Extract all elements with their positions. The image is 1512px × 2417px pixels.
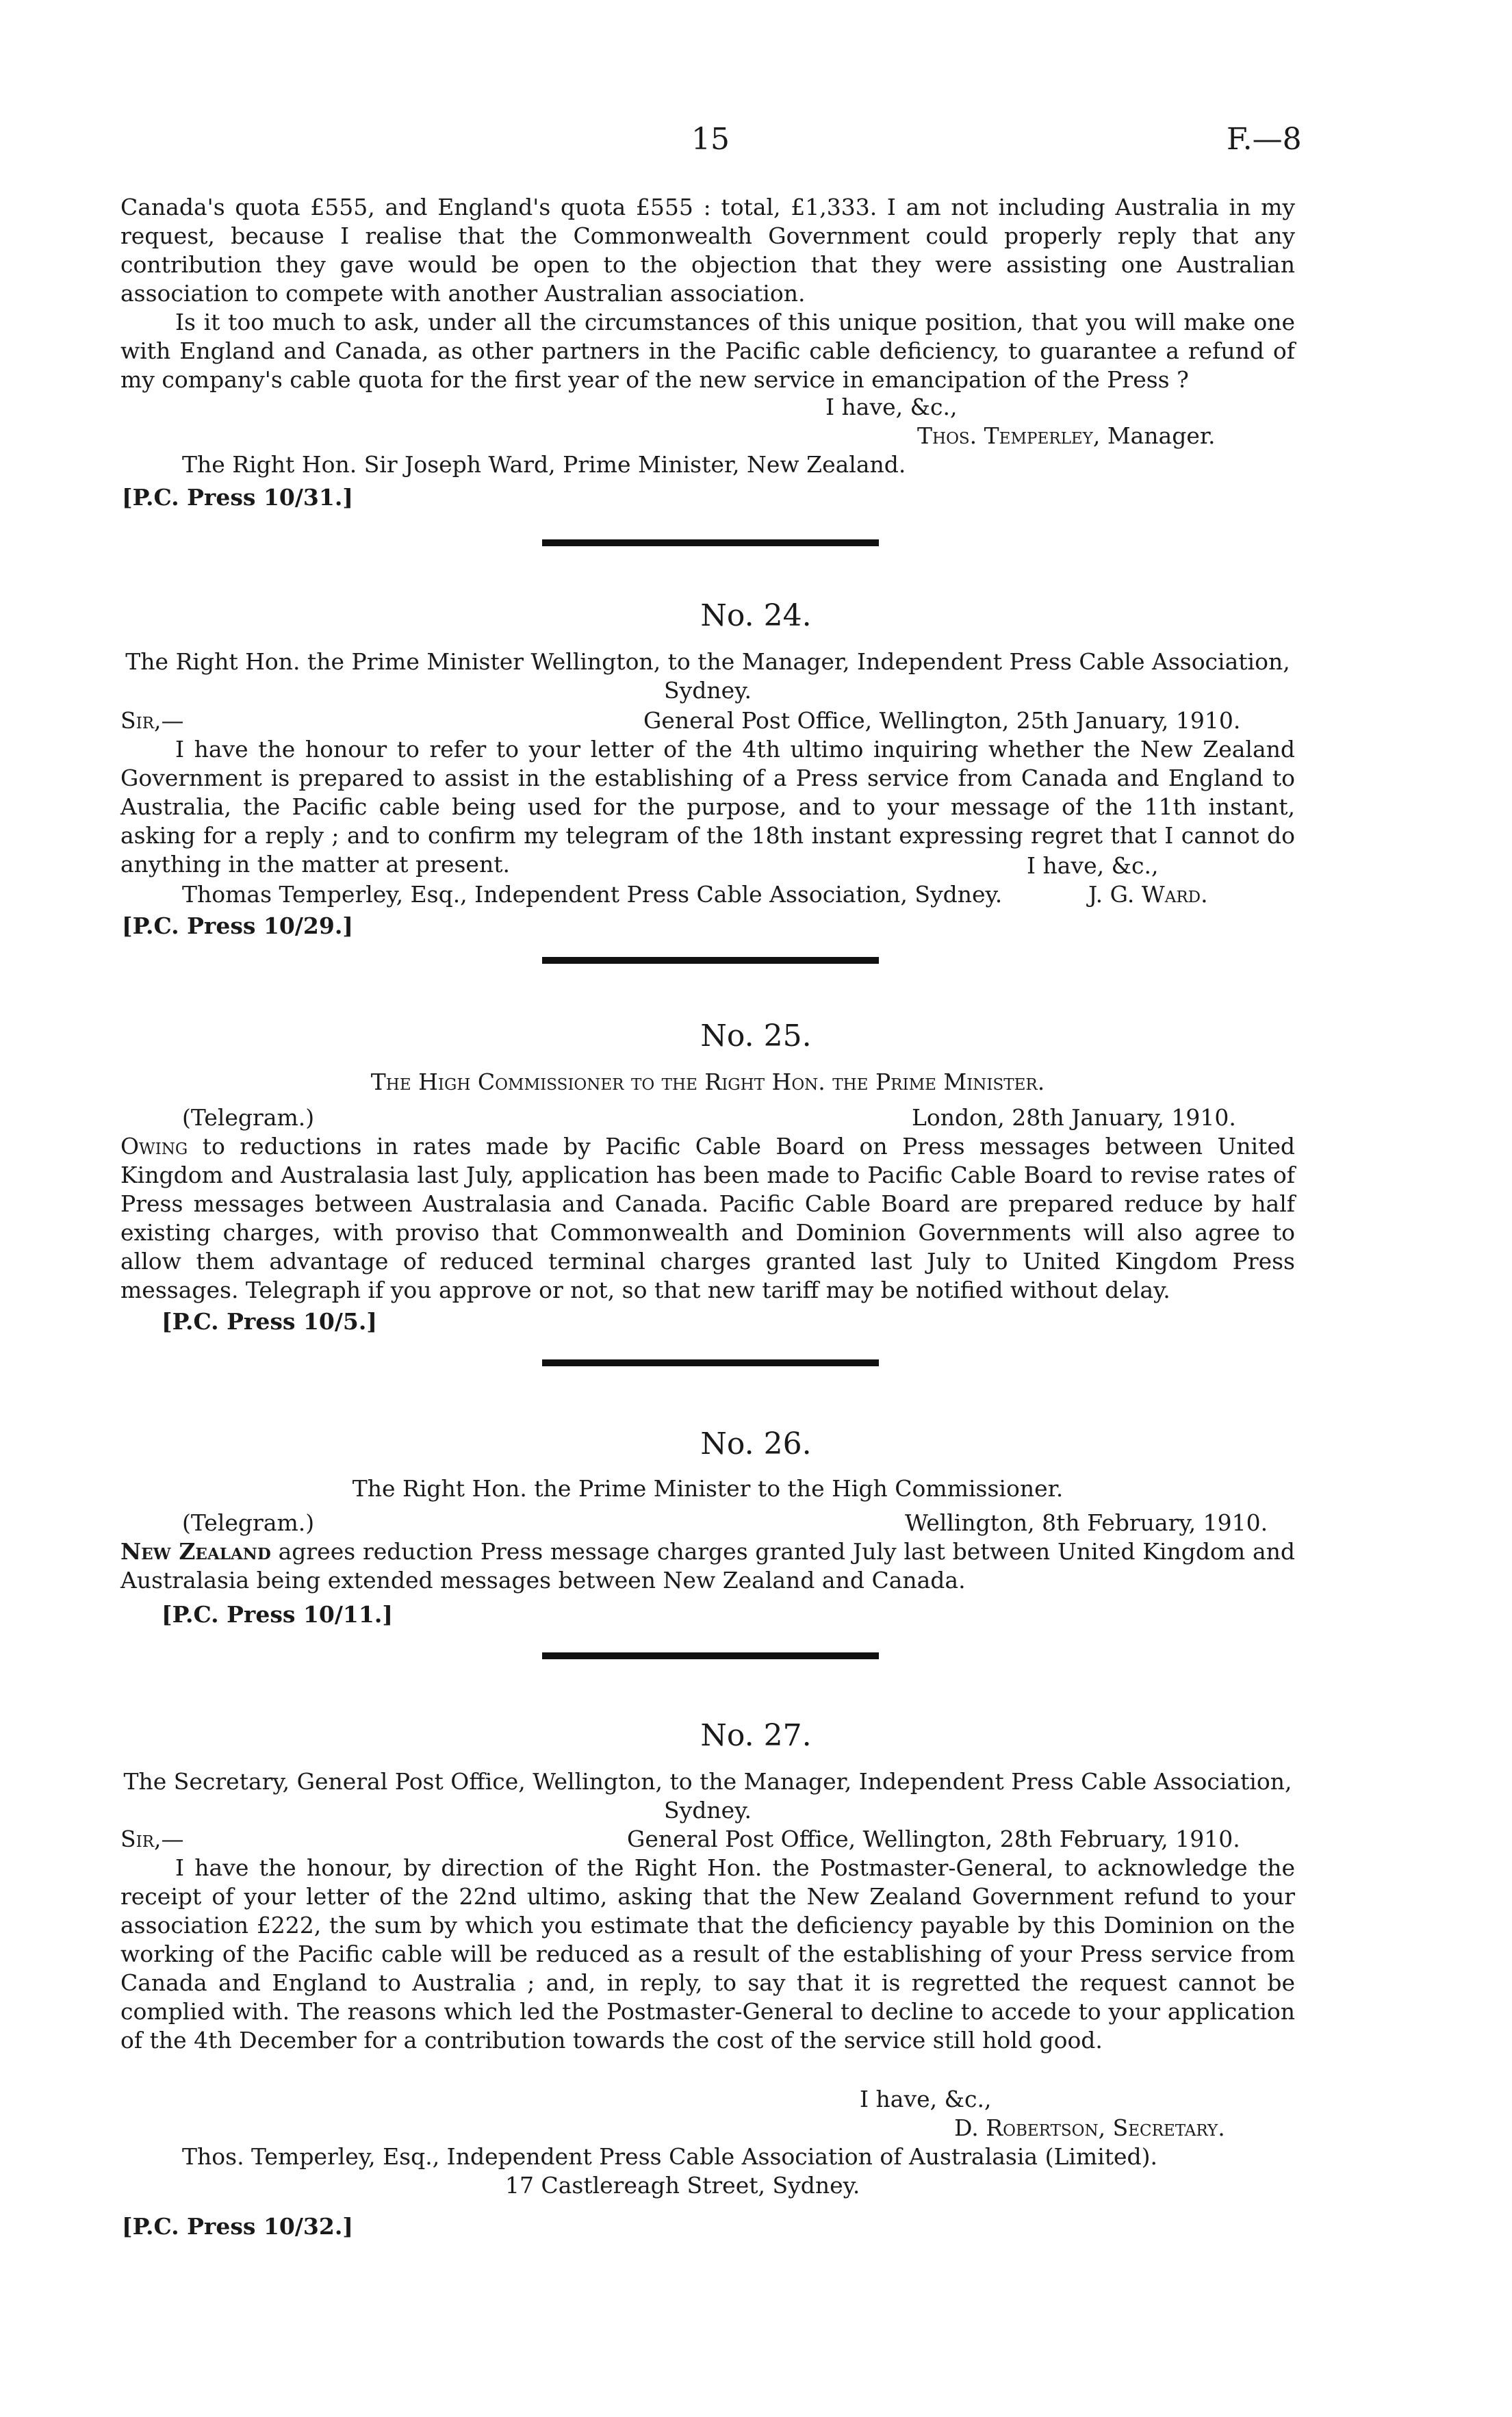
no26-body: agrees reduction Press message charges granted July last between United Kingdom and Australasia being extended messages between New Zealand and Canada. — [120, 1538, 1295, 1594]
document-reference: F.—8 — [1227, 122, 1302, 157]
no27-file-ref: [P.C. Press 10/32.] — [122, 2213, 353, 2240]
no24-body: I have the honour to refer to your letter of the 4th ultimo inquiring whether the New Zealand Government is prepared to assist in the establishing of a Press service from Canada and England to Australia, the Pacific cable being used for the purpose, and to your message of the 11th instant, asking for a reply ; and to confirm my telegram of the 18th instant expressing regret that I cannot do anything in the matter at present. — [120, 736, 1295, 878]
no27-addressee-line1: Thos. Temperley, Esq., Independent Press Cable Association of Australasia (Limited). — [182, 2143, 1158, 2170]
no24-salutation: Sir,— — [120, 707, 184, 734]
no24-addressee: Thomas Temperley, Esq., Independent Press Cable Association, Sydney. — [182, 881, 1003, 908]
no25-body: to reductions in rates made by Pacific Cable Board on Press messages between United Kingdom and Australasia last July, application has been made to Pacific Cable Board to revise rates of Press messages between Australasia and Canada. Pacific Cable Board are prepared reduce by half existing charges, with proviso that Commonwealth and Dominion Governments will also agree to allow them advantage of reduced terminal charges granted last July to United Kingdom Press messages. Telegraph if you approve or not, so that new tariff may be notified without delay. — [120, 1133, 1295, 1303]
intro-closing: I have, &c., — [825, 394, 958, 420]
no25-telegram — [120, 1132, 1295, 1305]
no26-file-ref: [P.C. Press 10/11.] — [162, 1601, 393, 1628]
no27-closing: I have, &c., — [860, 2086, 992, 2112]
no26-body-paragraph — [120, 1537, 1295, 1595]
section-divider — [542, 1652, 879, 1659]
no27-addressee-line2: 17 Castlereagh Street, Sydney. — [505, 2172, 860, 2199]
intro-signature-name: Thos. Temperley, — [917, 422, 1101, 449]
no26-dateline: Wellington, 8th February, 1910. — [905, 1509, 1268, 1536]
no26-lead-word: New Zealand — [120, 1538, 271, 1565]
no24-signature: J. G. Ward. — [1088, 881, 1208, 908]
no27-dateline: General Post Office, Wellington, 28th February, 1910. — [627, 1826, 1240, 1852]
intro-paragraph-2: Is it too much to ask, under all the circumstances of this unique position, that you will make one with England and Canada, as other partners in the Pacific cable deficiency, to guarantee a refund of my company's cable quota for the first year of the new service in emancipation of the Press ? — [120, 309, 1295, 393]
no27-heading: No. 27. — [700, 1718, 812, 1753]
section-divider — [542, 1359, 879, 1366]
no27-signature: D. Robertson, Secretary. — [954, 2114, 1225, 2141]
section-divider — [542, 539, 879, 546]
no25-lead-word: Owing — [120, 1133, 188, 1160]
no26-address: The Right Hon. the Prime Minister to the High Commissioner. — [352, 1475, 1064, 1502]
no25-address: The High Commissioner to the Right Hon. the Prime Minister. — [370, 1069, 1045, 1095]
no26-type: (Telegram.) — [182, 1509, 315, 1536]
intro-signature — [917, 422, 1216, 450]
no27-body: I have the honour, by direction of the Right Hon. the Postmaster-General, to acknowledge the receipt of your letter of the 22nd ultimo, asking that the New Zealand Government refund to your association £222, the sum by which you estimate that the deficiency payable by this Dominion on the working of the Pacific cable will be reduced as a result of the establishing of your Press service from Canada and England to Australia ; and, in reply, to say that it is regretted the request cannot be complied with. The reasons which led the Postmaster-General to decline to accede to your application of the 4th December for a contribution towards the cost of the service still hold good. — [120, 1854, 1295, 2054]
no27-letter — [120, 1854, 1295, 2055]
no25-file-ref: [P.C. Press 10/5.] — [162, 1308, 377, 1335]
no24-heading: No. 24. — [700, 598, 812, 633]
no24-closing: I have, &c., — [1027, 852, 1159, 879]
intro-signature-title: Manager. — [1107, 422, 1216, 449]
intro-paragraph-1: Canada's quota £555, and England's quota £555 : total, £1,333. I am not including Australia in my request, because I realise that the Commonwealth Government could properly reply that any contribution they gave would be open to the objection that they were assisting one Australian association to compete with another Australian association. — [120, 194, 1295, 307]
no25-heading: No. 25. — [700, 1019, 812, 1053]
no24-address: The Right Hon. the Prime Minister Wellington, to the Manager, Independent Press Cable Association, Sydney. — [125, 648, 1290, 704]
intro-file-ref: [P.C. Press 10/31.] — [122, 484, 353, 511]
no26-telegram — [120, 1537, 1295, 1595]
no25-body-paragraph — [120, 1132, 1295, 1305]
page-number: 15 — [691, 122, 730, 157]
no27-address: The Secretary, General Post Office, Wellington, to the Manager, Independent Press Cable Association, Sydney. — [123, 1768, 1292, 1824]
no25-dateline: London, 28th January, 1910. — [912, 1104, 1236, 1131]
no24-file-ref: [P.C. Press 10/29.] — [122, 912, 353, 939]
no26-heading: No. 26. — [700, 1427, 812, 1461]
no25-type: (Telegram.) — [182, 1104, 315, 1131]
no24-dateline: General Post Office, Wellington, 25th January, 1910. — [643, 707, 1241, 734]
intro-letter — [120, 193, 1295, 394]
intro-addressee: The Right Hon. Sir Joseph Ward, Prime Minister, New Zealand. — [182, 451, 906, 478]
section-divider — [542, 957, 879, 964]
no27-salutation: Sir,— — [120, 1826, 184, 1852]
